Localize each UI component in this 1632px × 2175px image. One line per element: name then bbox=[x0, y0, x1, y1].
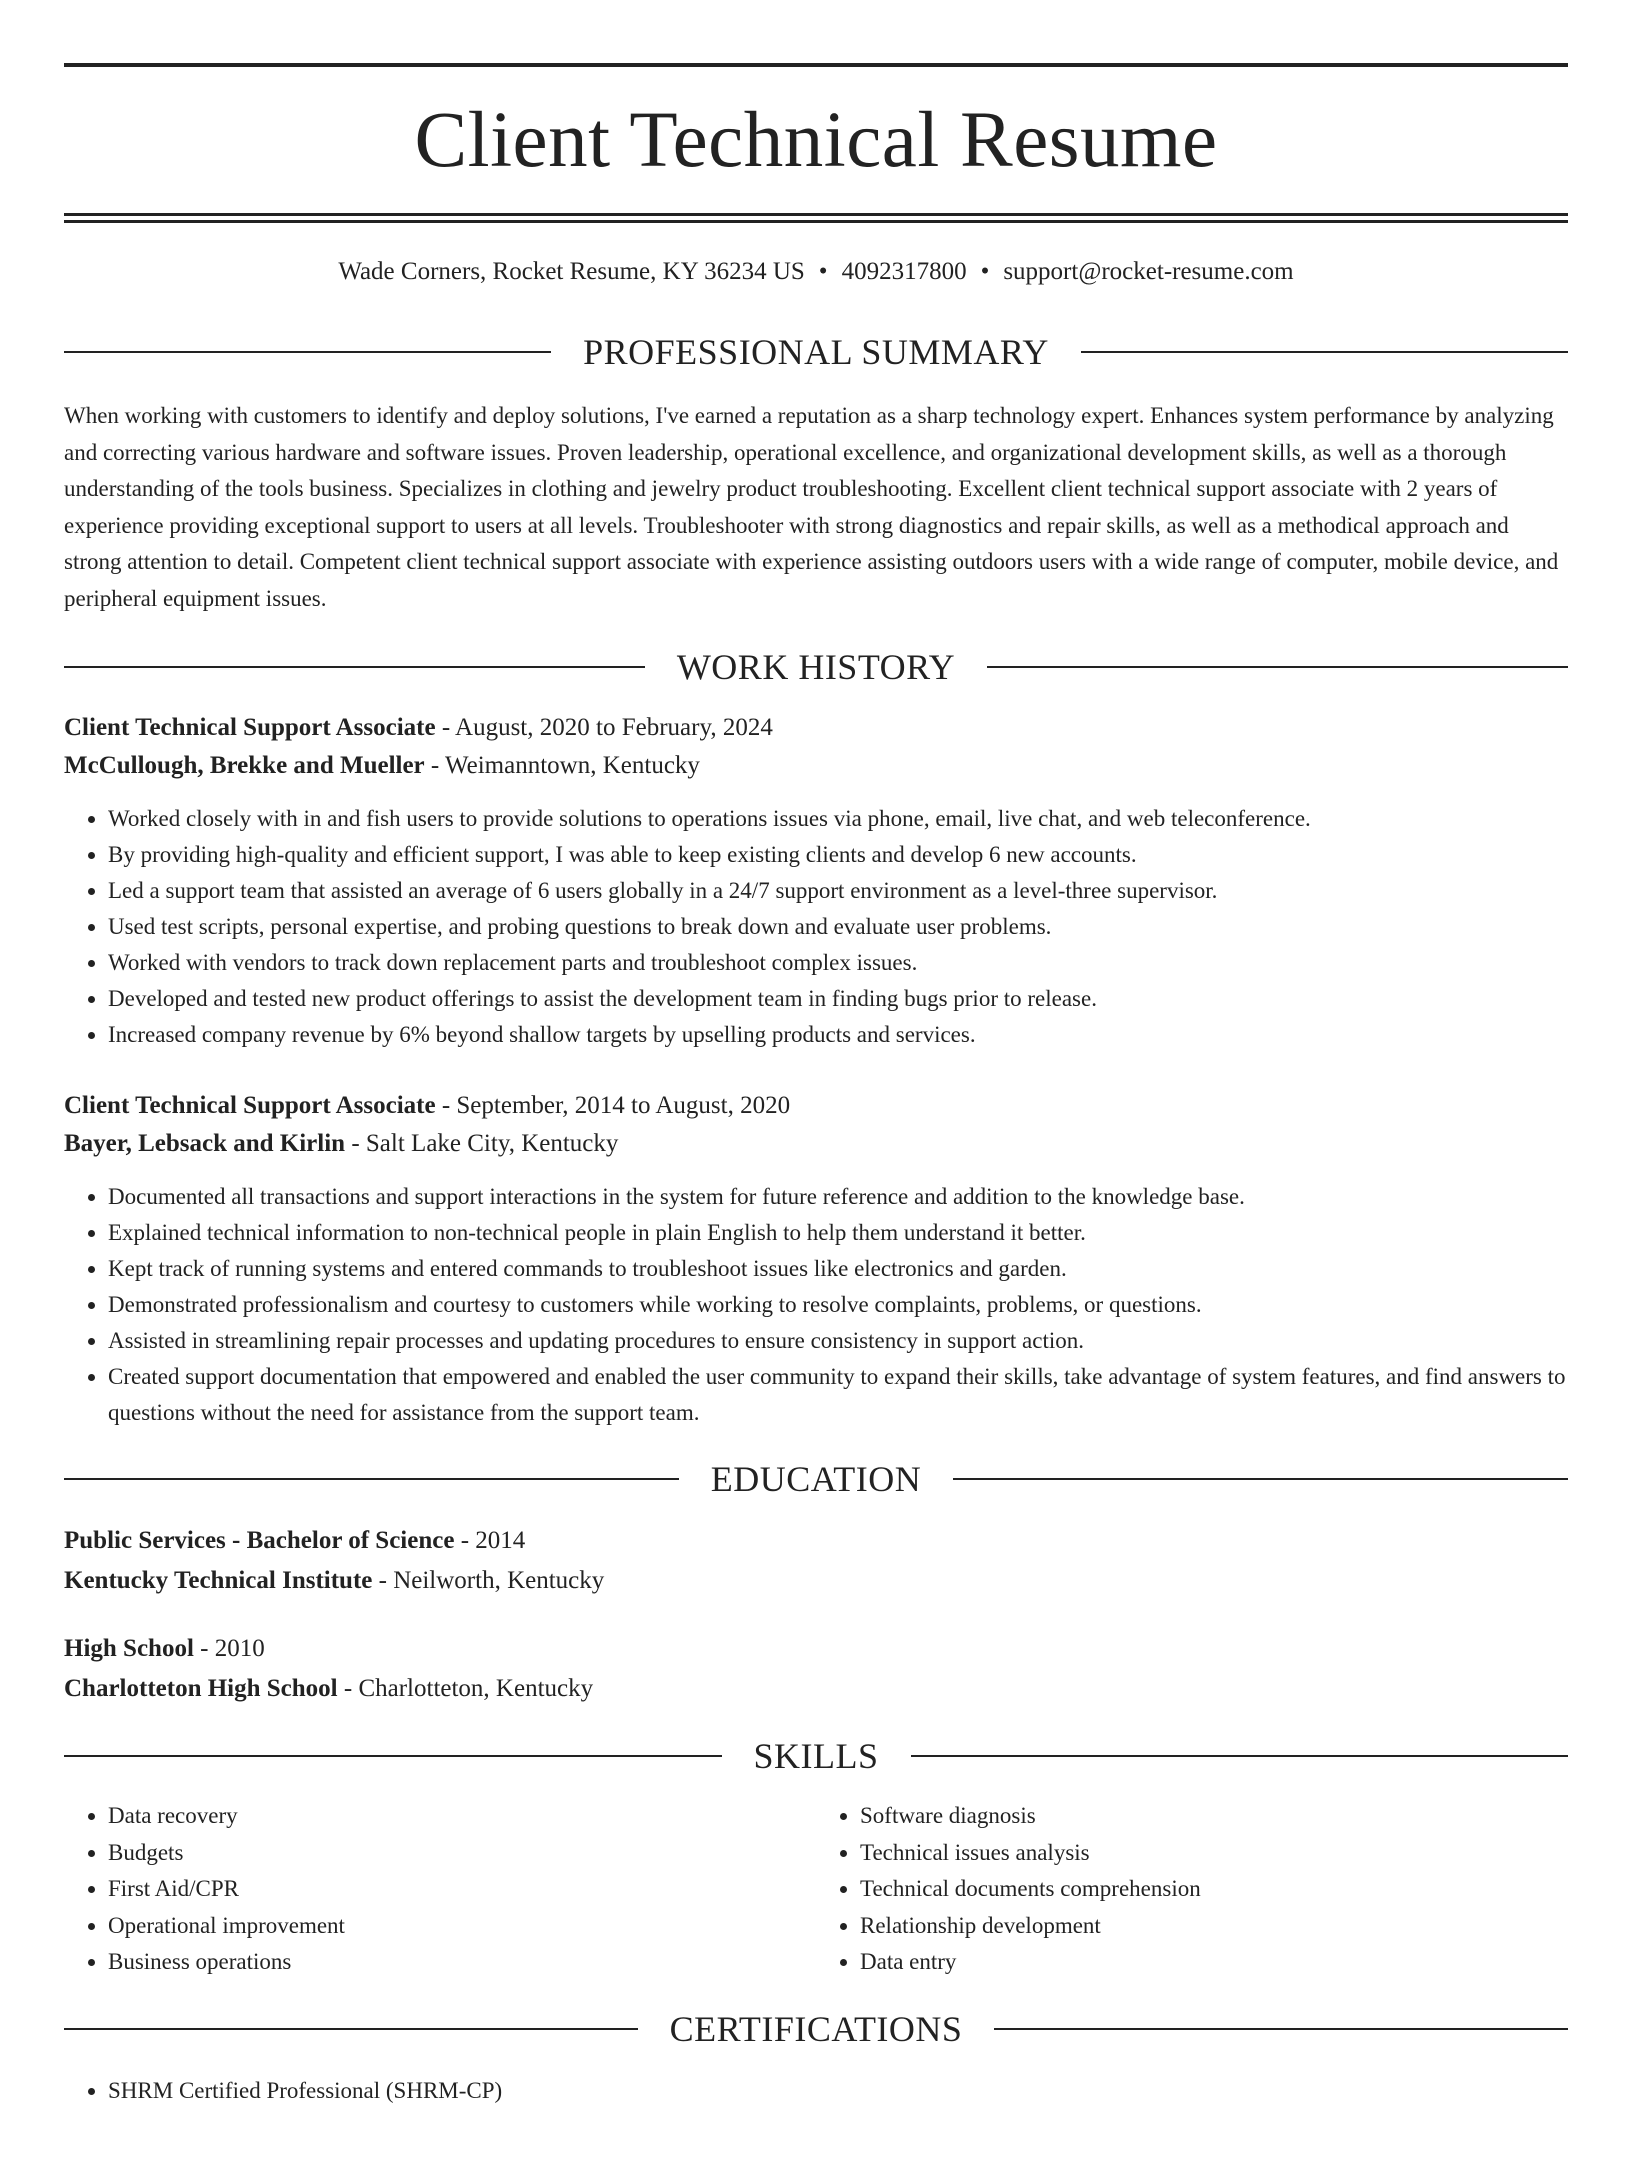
job-dates: - September, 2014 to August, 2020 bbox=[435, 1092, 791, 1119]
contact-line bbox=[64, 257, 1568, 287]
heading-rule-left bbox=[64, 1478, 679, 1480]
contact-separator: • bbox=[818, 258, 828, 285]
job-company-line bbox=[64, 747, 1568, 785]
list-item: • By providing high-quality and efficient support, I was able to keep existing clients and develop 6 new accounts. bbox=[108, 837, 1568, 873]
list-item: • Led a support team that assisted an average of 6 users globally in a 24/7 support environment as a level-three supervisor. bbox=[108, 873, 1568, 909]
list-item: • Used test scripts, personal expertise, and probing questions to break down and evaluate user problems. bbox=[108, 909, 1568, 945]
skills-heading bbox=[64, 1738, 1568, 1774]
school-line bbox=[64, 1562, 1568, 1600]
list-item: • Kept track of running systems and entered commands to troubleshoot issues like electronics and garden. bbox=[108, 1251, 1568, 1287]
contact-email: support@rocket-resume.com bbox=[1003, 258, 1294, 285]
certifications-heading bbox=[64, 2008, 1568, 2049]
skill-item: • Budgets bbox=[108, 1835, 816, 1872]
degree-line bbox=[64, 1630, 1568, 1668]
school-line bbox=[64, 1670, 1568, 1708]
education-entry bbox=[64, 1630, 1568, 1708]
summary-text: When working with customers to identify and deploy solutions, I've earned a reputation as a sharp technology expert. Enhances system performance by analyzing and correcting various hardware and software issues. Proven leadership, operational excellence, and organizational development skills, as well as a thorough understanding of the tools business. Specializes in clothing and jewelry product troubleshooting. Excellent client technical support associate with 2 years of experience providing exceptional support to users at all levels. Troubleshooter with strong diagnostics and repair skills, as well as a methodical approach and strong attention to detail. Competent client technical support associate with experience assisting outdoors users with a wide range of computer, mobile device, and peripheral equipment issues. bbox=[64, 403, 1559, 611]
heading-rule-right bbox=[1081, 351, 1568, 353]
list-item: • Demonstrated professionalism and courtesy to customers while working to resolve complaints, problems, or questions. bbox=[108, 1287, 1568, 1323]
heading-rule-right bbox=[953, 1478, 1568, 1480]
skills-column-left bbox=[64, 1798, 816, 1981]
skill-item: • Data entry bbox=[860, 1944, 1568, 1981]
job-location: - Weimanntown, Kentucky bbox=[424, 752, 700, 779]
degree-year: - 2014 bbox=[454, 1527, 526, 1554]
heading-rule-left bbox=[64, 351, 551, 353]
school-location: - Charlotteton, Kentucky bbox=[337, 1675, 594, 1702]
heading-rule-left bbox=[64, 666, 645, 668]
heading-rule-right bbox=[987, 666, 1568, 668]
contact-address: Wade Corners, Rocket Resume, KY 36234 US bbox=[338, 258, 805, 285]
section-title: SKILLS bbox=[753, 1736, 879, 1776]
degree-line bbox=[64, 1522, 1568, 1560]
summary-heading bbox=[64, 334, 1568, 370]
resume-page bbox=[0, 63, 1632, 2175]
job-entry bbox=[64, 709, 1568, 1053]
top-rule bbox=[64, 63, 1568, 67]
job-title-line bbox=[64, 709, 1568, 747]
section-title: CERTIFICATIONS bbox=[669, 2008, 963, 2049]
job-company-line bbox=[64, 1125, 1568, 1163]
school-name: Kentucky Technical Institute bbox=[64, 1567, 373, 1594]
heading-rule-left bbox=[64, 1755, 722, 1757]
skill-item: • Software diagnosis bbox=[860, 1798, 1568, 1835]
skills-grid bbox=[64, 1798, 1568, 1981]
education-entry bbox=[64, 1522, 1568, 1600]
skill-item: • First Aid/CPR bbox=[108, 1871, 816, 1908]
section-title: EDUCATION bbox=[710, 1459, 922, 1499]
list-item: • Explained technical information to non-technical people in plain English to help them understand it better. bbox=[108, 1215, 1568, 1251]
list-item: • Developed and tested new product offerings to assist the development team in finding bugs prior to release. bbox=[108, 981, 1568, 1017]
list-item: • Worked closely with in and fish users to provide solutions to operations issues via phone, email, live chat, and web teleconference. bbox=[108, 801, 1568, 837]
job-dates: - August, 2020 to February, 2024 bbox=[435, 714, 773, 741]
job-company: Bayer, Lebsack and Kirlin bbox=[64, 1130, 346, 1157]
contact-separator: • bbox=[980, 258, 990, 285]
education-heading bbox=[64, 1461, 1568, 1497]
header-double-rule bbox=[64, 213, 1568, 223]
work-heading bbox=[64, 649, 1568, 685]
certifications-list bbox=[64, 2073, 1568, 2109]
section-title: WORK HISTORY bbox=[676, 647, 956, 687]
school-name: Charlotteton High School bbox=[64, 1675, 338, 1702]
resume-name: Client Technical Resume bbox=[414, 97, 1218, 184]
certification-item: • SHRM Certified Professional (SHRM-CP) bbox=[108, 2073, 1568, 2109]
degree-year: - 2010 bbox=[193, 1635, 265, 1662]
degree: High School bbox=[64, 1635, 194, 1662]
contact-phone: 4092317800 bbox=[841, 258, 967, 285]
skill-item: • Data recovery bbox=[108, 1798, 816, 1835]
skill-item: • Business operations bbox=[108, 1944, 816, 1981]
list-item: • Increased company revenue by 6% beyond shallow targets by upselling products and services. bbox=[108, 1017, 1568, 1053]
job-title: Client Technical Support Associate bbox=[64, 1092, 436, 1119]
list-item: • Assisted in streamlining repair processes and updating procedures to ensure consistency in support action. bbox=[108, 1323, 1568, 1359]
section-title: PROFESSIONAL SUMMARY bbox=[583, 332, 1049, 372]
skill-item: • Technical issues analysis bbox=[860, 1835, 1568, 1872]
skill-item: • Technical documents comprehension bbox=[860, 1871, 1568, 1908]
job-title: Client Technical Support Associate bbox=[64, 714, 436, 741]
skills-column-right bbox=[816, 1798, 1568, 1981]
heading-rule-left bbox=[64, 2028, 638, 2030]
heading-rule-right bbox=[994, 2028, 1568, 2030]
job-bullets bbox=[64, 1179, 1568, 1431]
job-entry bbox=[64, 1087, 1568, 1431]
job-location: - Salt Lake City, Kentucky bbox=[345, 1130, 619, 1157]
job-bullets bbox=[64, 801, 1568, 1053]
skill-item: • Relationship development bbox=[860, 1908, 1568, 1945]
degree: Public Services - Bachelor of Science bbox=[64, 1527, 455, 1554]
skill-item: • Operational improvement bbox=[108, 1908, 816, 1945]
list-item: • Documented all transactions and support interactions in the system for future reference and addition to the knowledge base. bbox=[108, 1179, 1568, 1215]
list-item: • Worked with vendors to track down replacement parts and troubleshoot complex issues. bbox=[108, 945, 1568, 981]
list-item: • Created support documentation that empowered and enabled the user community to expand their skills, take advantage of system features, and find answers to questions without the need for assistance from the support team. bbox=[108, 1359, 1568, 1431]
job-company: McCullough, Brekke and Mueller bbox=[64, 752, 425, 779]
school-location: - Neilworth, Kentucky bbox=[372, 1567, 605, 1594]
job-title-line bbox=[64, 1087, 1568, 1125]
heading-rule-right bbox=[911, 1755, 1569, 1757]
